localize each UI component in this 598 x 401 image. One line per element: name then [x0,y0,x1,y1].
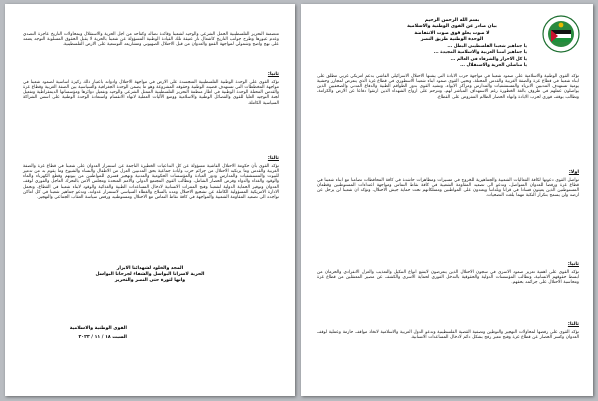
header-line-3: لا صوت يعلو فوق صوت الانتفاضة [414,30,490,36]
section-paragraph-3-right: تؤكد القوى على رفضها لمحاولات التهجير والتوطين وتصفية القضية الفلسطينية وتدعو الدول العربية والاسلامية لاتخاذ مواقف حازمة وعملية لوقف العدوان وكسر الحصار عن قطاع غزة وفتح معبر رفح بشكل دائم لادخال المساعدات الانسانية. [317,330,579,341]
section-heading-3: ثالثا: [267,156,279,161]
section-paragraph-3: تؤكد القوى بأن حكومة الاحتلال الفاشية مسؤولة عن كل التداعيات الخطيرة الناجمة عن استمرار العدوان على شعبنا في قطاع غزة والضفة الغربية والقدس وما يرتكبه الاحتلال من جرائم حرب وابادة جماعية بحق المدنيين العزل من الاطفال والنساء والشيوخ وما يقوم به من تدمير للبيوت والمستشفيات والمدارس ودور العبادة والمؤسسات الحكومية والمدنية وتهجير قسري للمواطنين من بيوتهم وقطع الكهرباء والماء والوقود والغذاء والدواء وفرض الحصار الشامل، وتطالب القوى المجتمع الدولي والامم المتحدة ومجلس الامن بالتحرك العاجل والفوري لوقف العدوان وتوفير الحماية الدولية لشعبنا وفتح الممرات الانسانية لادخال المساعدات الطبية والغذائية والوقود لابناء شعبنا في القطاع، وتحمل الادارة الامريكية المسؤولية الكاملة عن تشجيع الاحتلال ومده بالسلاح والغطاء السياسي لاستمرار عدوانه، وتدعو جماهير شعبنا في كل اماكن تواجده الى تصعيد المقاومة الشعبية والمواجهة في كافة نقاط التماس مع الاحتلال ومستوطنيه ورفض سياسة العقاب الجماعي والتهجير. [23,164,279,200]
closing-line-1: المجد والخلود لشهدائنا الابرار [116,266,184,271]
recipient-line-3: يا كل الاحرار والشرفاء في العالم ... [450,56,527,62]
header-line-1: بسم الله الرحمن الرحيم [424,18,480,23]
document-page-right [301,4,593,396]
header-line-4: الوحدة الوطنية طريق النصر [420,37,484,43]
document-header [377,18,527,44]
intro-paragraph: متضمنة التحرير الفلسطينية الحمل الشرعي والوحيد لشعبنا وقائدة نضاله وكفاحه من اجل الحرية والاستقلال وبمحاولات التاريخ عاجزة التصدي وعدم عبورها وطرح جوانب التاريخ كاشعال نار عتيقة تلك القيادة الوطنية المسؤولة عن شعبنا بالحرية لا يقبل الحقوق المسلوبة التوجه يعتمد على نهج واضح وشمولي لمواجهة القمع والعدوان من قبل الاحتلال الصهيوني ومشاريعه التوسعية على الارض الفلسطينية. [23,32,279,48]
section-paragraph-1: تواصل القوى دعوتها لكافة الفعاليات الشعبية والجماهيرية للخروج في مسيرات ومظاهرات حاشدة في كافة المحافظات تضامنا مع ابناء شعبنا في قطاع غزة ورفضا للعدوان المتواصل، وتدعو الى تصعيد المقاومة الشعبية في كافة نقاط التماس ومواجهة اعتداءات المستوطنين وقطعان المستوطنين الذين يعيثون فسادا في قرانا وبلداتنا ويعتدون على المواطنين وممتلكاتهم تحت حماية جيش الاحتلال، وتؤكد ان شعبنا لن يرحل عن ارضه ولن يسمح بتكرار النكبة مهما بلغت التضحيات. [317,178,579,199]
opening-paragraph: تؤكد القوى الوطنية والاسلامية على صمود شعبنا في مواجهة حرب الابادة التي يشنها الاحتلال الاسرائيلي الفاشي بدعم امريكي غربي مطلق على ابناء شعبنا في قطاع غزة والضفة الغربية والقدس المحتلة، وتحيي القوى صمود ابناء شعبنا الاسطوري في قطاع غزة الذي يتعرض لمجازر وحشية يومية تستهدف المدنيين الابرياء والمستشفيات والمدارس ومراكز الايواء، وتشيد القوى بدور الطواقم الطبية والدفاع المدني والصحفيين الذين يواصلون عملهم في ظروف بالغة الخطورة رغم الاستهداف المباشر لهم، وتترحم على ارواح الشهداء الذين ارتقوا دفاعا عن الارض والكرامة، وتطالب بوقف فوري لحرب الابادة وانهاء الحصار الظالم المفروض على القطاع. [317,74,579,100]
closing-line-2: الحرية لاسرانا البواسل والشفاء لجرحانا البواسل [95,272,205,278]
section-paragraph-2: تؤكد القوى على الوحدة الوطنية الفلسطينية المتجسدة على الارض في مواجهة الاحتلال وادواته باعتبار ذلك ركيزة اساسية لصمود شعبنا في مواجهة المخططات التي تستهدف قضيته الوطنية وحقوقه المشروعة وهو ما يضمن الوحدة الجغرافية والسياسية بين الضفة الغربية وقطاع غزة والقدس المحتلة الوحدة الوطنية في اطار منظمة التحرير الفلسطينية الممثل الشرعي والوحيد وتفعيل دوائرها ومؤسساتها الديمقراطية وتفعيل لجنة التوجيه العليا للقوى والفصائل الوطنية والاسلامية ووضع الآليات العملية لانهاء الانقسام واستعادة الوحدة الوطنية على اسس الشراكة السياسية الكاملة. [23,80,279,106]
recipient-line-4: يا مناضلي الحرية والاستقلال ... [460,62,527,68]
section-heading-2-right: ثانيا: [567,262,579,267]
recipient-line-1: يا جماهير شعبنا الفلسطيني البطل ... [447,44,527,49]
signature-block [70,324,127,342]
closing-line-3: وانها لثورة حتى النصر والتحرير [114,278,186,284]
recipient-line-2: يا جماهير امتنا العربية والاسلامية المجيدة ... [433,50,527,56]
section-heading-2: ثانيا: [267,72,279,77]
organization-logo-icon [541,14,581,54]
section-paragraph-2-right: تؤكد القوى على اهمية تعزيز صمود الاسرى في سجون الاحتلال الذين يتعرضون لابشع انواع التنكيل والتعذيب والعزل الانفرادي والحرمان من ابسط حقوقهم الانسانية، وتطالب المؤسسات الدولية والحقوقية بالتدخل الفوري لحماية الاسرى والكشف عن مصير المعتقلين من قطاع غزة ومحاسبة الاحتلال على جرائمه بحقهم. [317,270,579,286]
document-page-left [5,4,295,396]
closing-block [65,266,235,285]
section-heading-3-right: ثالثا: [567,322,579,327]
section-heading-1: اولا: [568,170,579,175]
recipients-block [387,44,527,69]
signature-name: القوى الوطنية والاسلامية [69,326,127,331]
header-line-2: بيان صادر عن القوى الوطنية والاسلامية [407,24,497,30]
signature-date: السبت ١٨ / ١١ / ٢٠٢٣ [78,335,127,340]
